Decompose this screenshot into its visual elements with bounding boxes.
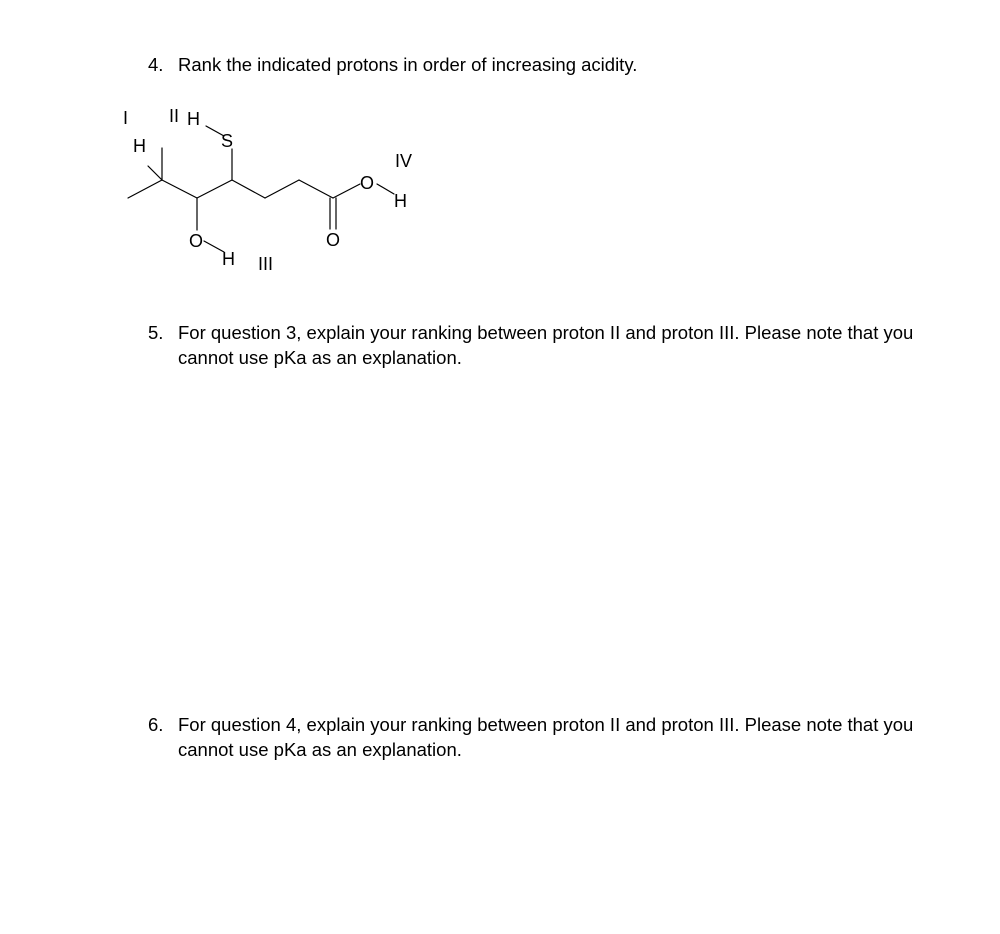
question-6-number: 6. bbox=[148, 714, 164, 735]
atom-o-carbonyl: O bbox=[326, 230, 341, 250]
question-6 bbox=[148, 712, 918, 762]
atom-o-alcohol: O bbox=[189, 231, 204, 251]
proton-label-i: I bbox=[123, 108, 129, 128]
bond-c5-c6 bbox=[299, 180, 333, 198]
atom-h-iv: H bbox=[394, 191, 407, 211]
question-5-number: 5. bbox=[148, 322, 164, 343]
atom-h-ii: H bbox=[187, 109, 200, 129]
question-4-text: Rank the indicated protons in order of increasing acidity. bbox=[178, 54, 638, 75]
question-4-number: 4. bbox=[148, 54, 164, 75]
question-6-text: For question 4, explain your ranking between proton II and proton III. Please note that you cannot use pKa as an explanation. bbox=[178, 714, 914, 760]
proton-label-ii: II bbox=[169, 106, 180, 126]
atom-o-acid: O bbox=[360, 173, 375, 193]
bond-o-h-iii bbox=[204, 241, 224, 252]
bond-h-i bbox=[148, 166, 162, 180]
question-5-text: For question 3, explain your ranking between proton II and proton III. Please note that you cannot use pKa as an explanation. bbox=[178, 322, 914, 368]
bond-c2-c3 bbox=[197, 180, 232, 198]
atom-s: S bbox=[221, 131, 234, 151]
proton-label-iii: III bbox=[258, 254, 274, 274]
atom-h-i: H bbox=[133, 136, 146, 156]
bond-c3-c4 bbox=[232, 180, 265, 198]
atom-h-iii: H bbox=[222, 249, 235, 269]
bond-methyl-left bbox=[128, 180, 162, 198]
bond-o-h-iv bbox=[377, 184, 394, 194]
bond-c4-c5 bbox=[265, 180, 299, 198]
bond-c1-c2 bbox=[162, 180, 197, 198]
question-5 bbox=[148, 320, 918, 370]
bond-c6-o bbox=[333, 184, 360, 198]
molecule-structure bbox=[0, 0, 460, 280]
proton-label-iv: IV bbox=[395, 151, 413, 171]
